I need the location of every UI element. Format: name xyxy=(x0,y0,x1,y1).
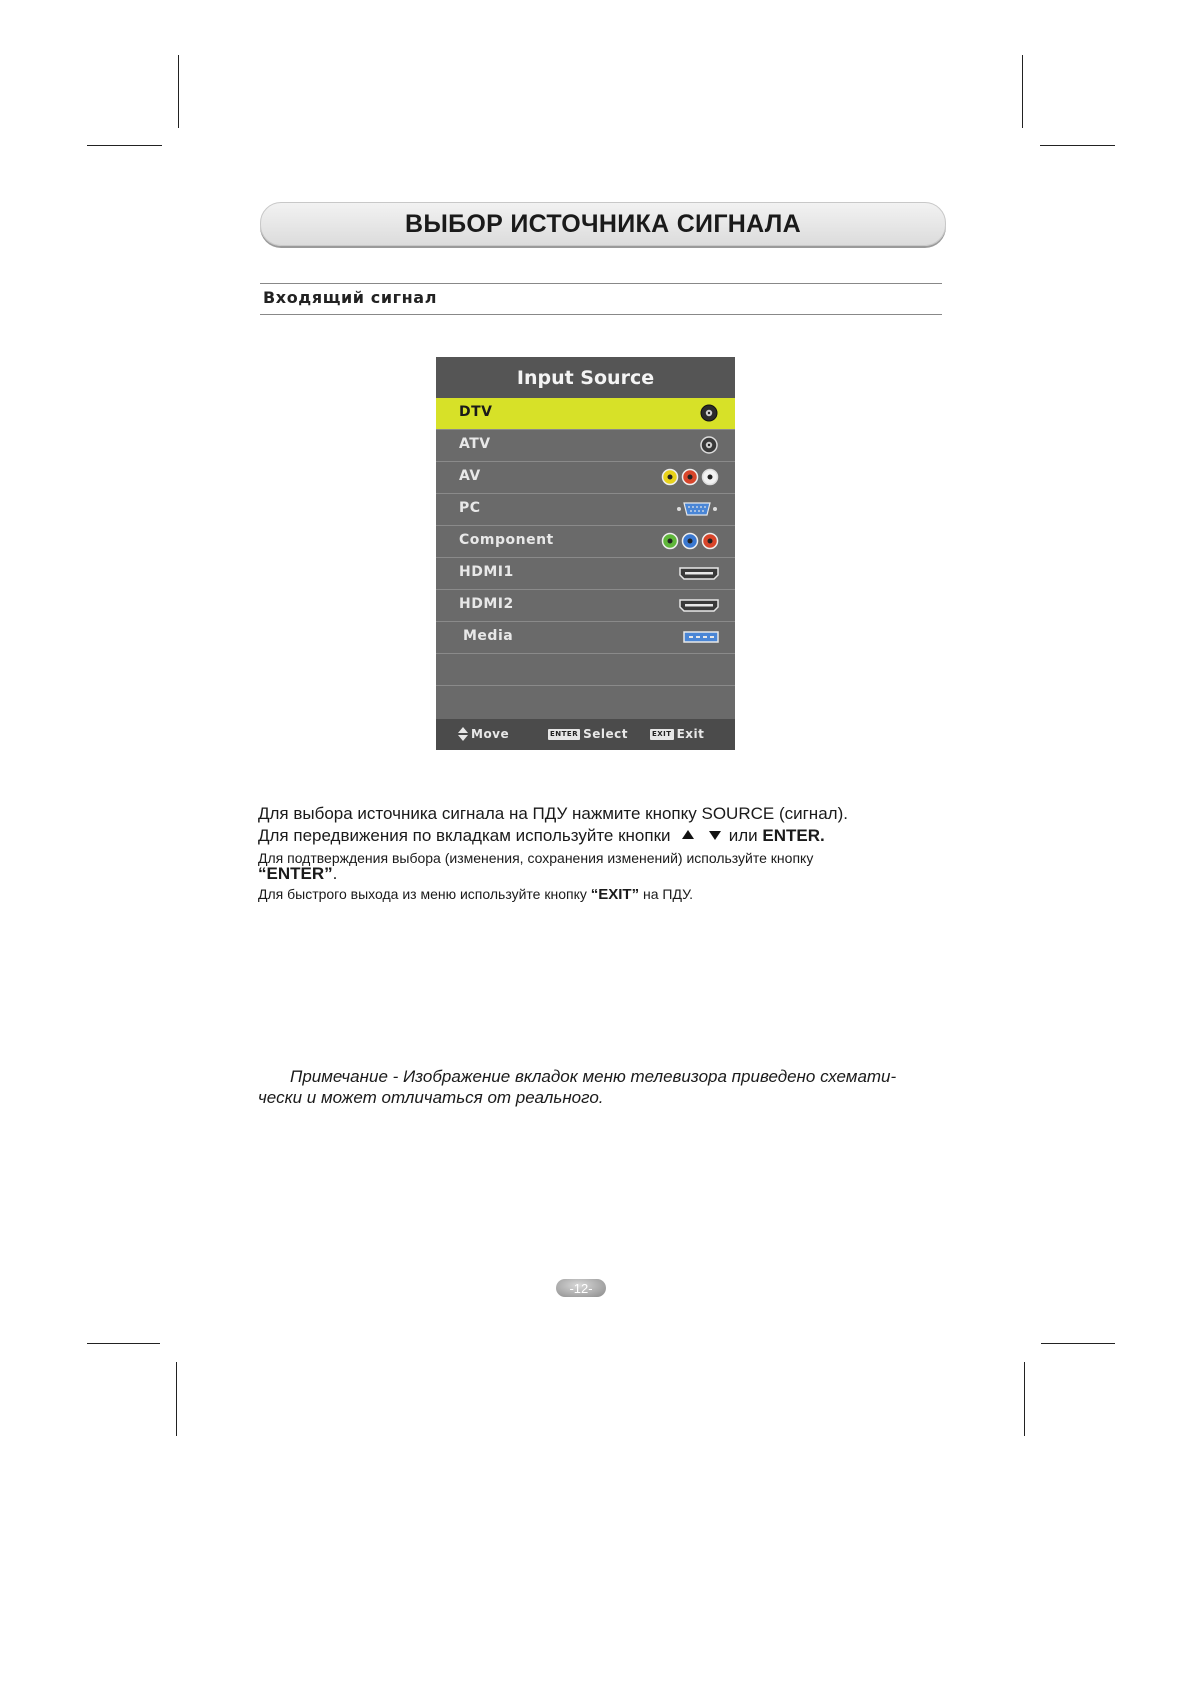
arrow-down-icon xyxy=(708,829,722,841)
menu-item-dtv[interactable] xyxy=(436,398,735,429)
footer-move-label: Move xyxy=(471,727,510,741)
menu-item-label: ATV xyxy=(459,436,491,452)
footer-move-hint xyxy=(458,727,509,741)
antenna-icon xyxy=(699,435,719,455)
footer-exit-label: Exit xyxy=(676,727,705,741)
menu-empty-row xyxy=(436,685,735,720)
vga-icon xyxy=(675,499,719,519)
menu-item-label: PC xyxy=(459,500,481,516)
crop-mark xyxy=(87,145,162,146)
instruction-text: Для передвижения по вкладкам используйте кнопки xyxy=(258,826,671,845)
instruction-line-3: Для подтверждения выбора (изменения, сохранения изменений) используйте кнопку xyxy=(258,850,814,866)
crop-mark xyxy=(1040,145,1115,146)
menu-item-label: HDMI2 xyxy=(459,596,514,612)
antenna-icon xyxy=(699,403,719,423)
page-number: -12- xyxy=(556,1279,606,1297)
enter-emphasis: ENTER. xyxy=(762,826,825,845)
crop-mark xyxy=(178,55,179,128)
up-down-arrow-icon xyxy=(458,727,468,741)
menu-item-label: DTV xyxy=(459,404,493,420)
menu-item-label: Component xyxy=(459,532,554,548)
menu-header xyxy=(436,357,735,398)
rca-av-icon xyxy=(661,467,719,487)
instruction-text: Для быстрого выхода из меню используйте кнопку xyxy=(258,886,587,902)
menu-empty-row xyxy=(436,653,735,685)
hdmi-icon xyxy=(679,595,719,615)
footer-select-hint xyxy=(548,727,628,741)
instruction-line-1: Для выбора источника сигнала на ПДУ нажмите кнопку SOURCE (сигнал). xyxy=(258,804,848,823)
menu-item-pc[interactable] xyxy=(436,493,735,525)
rca-component-icon xyxy=(661,531,719,551)
page-title: ВЫБОР ИСТОЧНИКА СИГНАЛА xyxy=(404,209,801,238)
menu-item-label: Media xyxy=(463,628,514,644)
menu-title: Input Source xyxy=(516,366,655,389)
menu-item-hdmi2[interactable] xyxy=(436,589,735,621)
input-source-menu xyxy=(436,357,735,750)
note-line-1: Примечание - Изображение вкладок меню телевизора приведено схемати- xyxy=(290,1067,897,1086)
menu-item-av[interactable] xyxy=(436,461,735,493)
instruction-text: на ПДУ. xyxy=(642,886,694,902)
menu-item-media[interactable] xyxy=(436,621,735,653)
enter-emphasis: “ENTER” xyxy=(258,864,333,883)
hdmi-icon xyxy=(679,563,719,583)
page-title-banner xyxy=(260,202,946,246)
exit-key-icon: EXIT xyxy=(652,729,672,738)
menu-item-hdmi1[interactable] xyxy=(436,557,735,589)
instruction-line-2 xyxy=(258,826,825,846)
menu-footer xyxy=(436,719,735,750)
instruction-text: или xyxy=(728,826,758,845)
crop-mark xyxy=(176,1362,177,1436)
divider xyxy=(260,314,942,315)
enter-key-icon: ENTER xyxy=(550,729,579,738)
menu-item-atv[interactable] xyxy=(436,429,735,461)
menu-item-label: AV xyxy=(459,468,481,484)
crop-mark xyxy=(87,1343,160,1344)
menu-item-component[interactable] xyxy=(436,525,735,557)
divider xyxy=(260,283,942,284)
footer-select-label: Select xyxy=(583,727,628,741)
instruction-line-5 xyxy=(258,886,693,903)
instruction-text: . xyxy=(332,864,338,883)
menu-item-label: HDMI1 xyxy=(459,564,514,580)
arrow-up-icon xyxy=(681,829,695,841)
crop-mark xyxy=(1022,55,1023,128)
crop-mark xyxy=(1024,1362,1025,1436)
section-subtitle: Входящий сигнал xyxy=(263,288,438,307)
note-line-2: чески и может отличаться от реального. xyxy=(258,1088,604,1107)
usb-icon xyxy=(683,627,719,647)
footer-exit-hint xyxy=(650,727,704,741)
exit-emphasis: “EXIT” xyxy=(590,886,640,903)
crop-mark xyxy=(1041,1343,1115,1344)
instruction-line-4 xyxy=(258,864,337,884)
